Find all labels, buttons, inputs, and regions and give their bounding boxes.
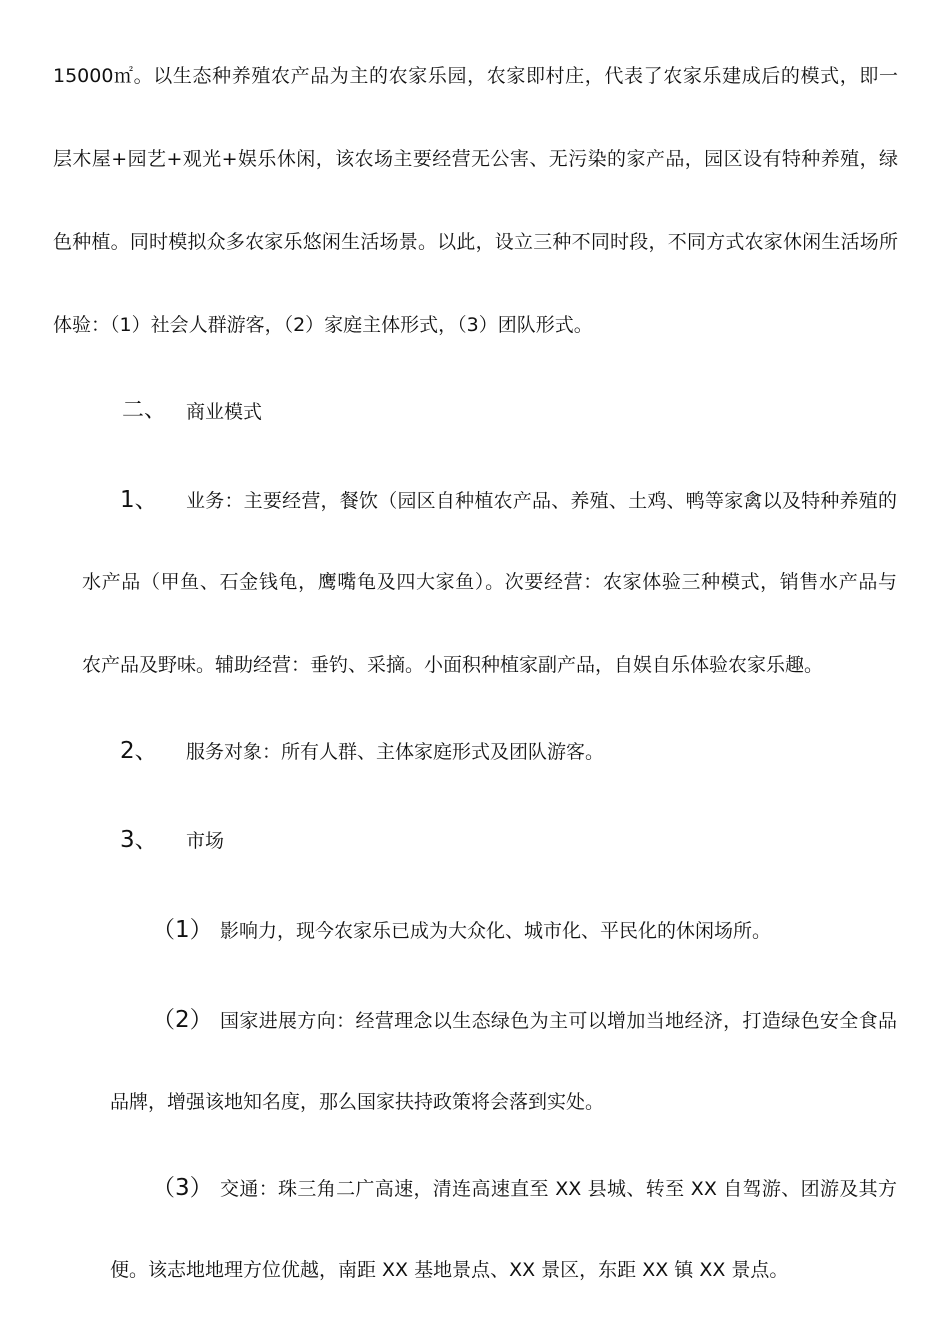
item-2-text: 服务对象：所有人群、主体家庭形式及团队游客。 [186,741,605,763]
sub-3-line-2: 便。该志地地理方位优越，南距 XX 基地景点、XX 景区，东距 XX 镇 XX 景点。 [110,1259,789,1281]
item-3-text: 市场 [186,830,225,852]
sub-2-number: （2） [152,1007,213,1033]
sub-2-line-1: 国家进展方向：经营理念以生态绿色为主可以增加当地经济，打造绿色安全食品 [220,1010,897,1032]
sub-3-line-1: 交通：珠三角二广高速，清连高速直至 XX 县城、转至 XX 自驾游、团游及其方 [220,1178,897,1200]
item-1-line-1: 业务：主要经营，餐饮（园区自种植农产品、养殖、土鸡、鸭等家禽以及特种养殖的 [186,490,897,512]
item-1-line-2: 水产品（甲鱼、石金钱龟，鹰嘴龟及四大家鱼）。次要经营：农家体验三种模式，销售水产品与 [82,571,897,593]
sub-2-line-2: 品牌，增强该地知名度，那么国家扶持政策将会落到实处。 [110,1091,605,1113]
section-number: 二、 [122,398,167,423]
item-1-number: 1、 [120,487,158,513]
intro-line-3: 色种植。同时模拟众多农家乐悠闲生活场景。以此，设立三种不同时段，不同方式农家休闲生活场所 [53,231,898,253]
sub-1-text: 影响力，现今农家乐已成为大众化、城市化、平民化的休闲场所。 [220,920,772,942]
intro-line-4: 体验：（1）社会人群游客，（2）家庭主体形式，（3）团队形式。 [53,314,593,336]
intro-line-2: 层木屋+园艺+观光+娱乐休闲，该农场主要经营无公害、无污染的家产品，园区设有特种养殖，绿 [53,148,898,170]
item-1-line-3: 农产品及野味。辅助经营：垂钓、采摘。小面积种植家副产品，自娱自乐体验农家乐趣。 [82,654,824,676]
sub-3-number: （3） [152,1175,213,1201]
item-3-number: 3、 [120,827,158,853]
item-2-number: 2、 [120,738,158,764]
section-title: 商业模式 [186,401,263,423]
sub-1-number: （1） [152,917,213,943]
intro-line-1: 15000㎡。以生态种养殖农产品为主的农家乐园，农家即村庄，代表了农家乐建成后的模式，即一 [53,65,898,87]
